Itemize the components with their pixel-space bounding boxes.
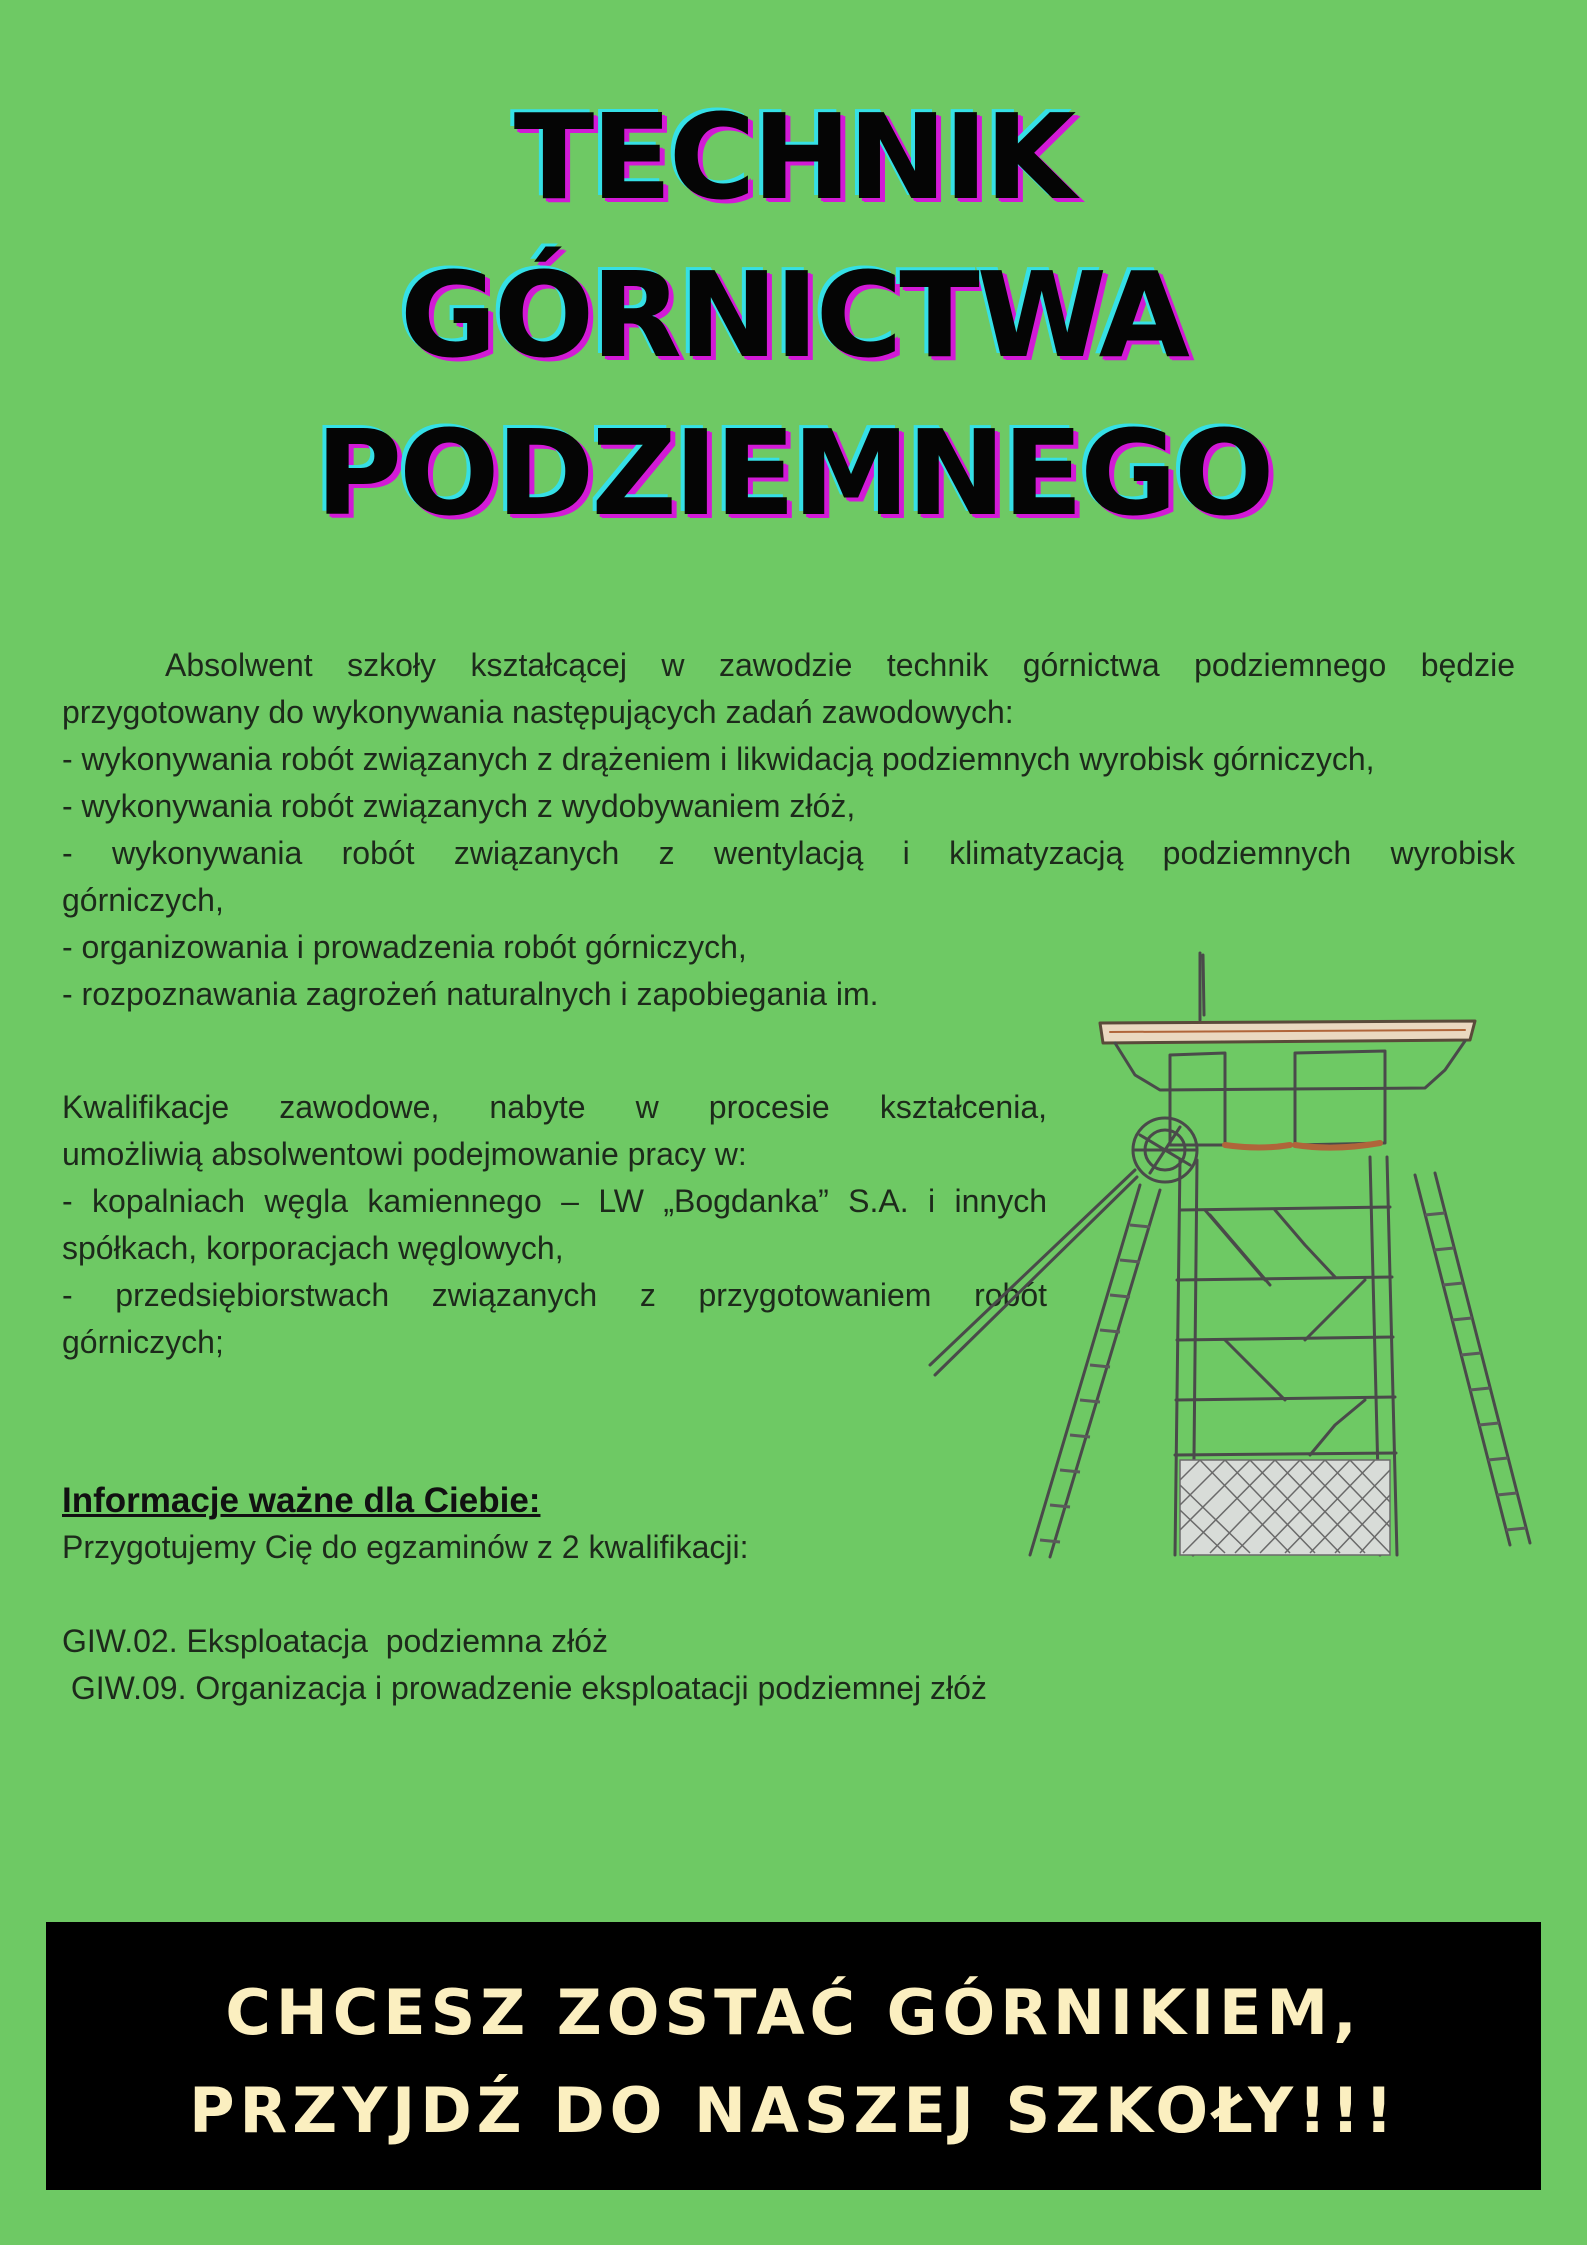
task-item-continuation: górniczych,: [62, 882, 224, 918]
qualifications-line: spółkach, korporacjach węglowych,: [62, 1230, 564, 1266]
qualifications-line: - kopalniach węgla kamiennego – LW „Bogdanka” S.A. i innych: [62, 1183, 1047, 1219]
intro-line-2: przygotowany do wykonywania następujących zadań zawodowych:: [62, 694, 1014, 730]
title-line-1: TECHNIK: [513, 88, 1074, 226]
task-item: - organizowania i prowadzenia robót górniczych,: [62, 929, 747, 965]
title-line-3: PODZIEMNEGO: [315, 404, 1272, 542]
info-heading: Informacje ważne dla Ciebie:: [62, 1481, 541, 1520]
task-item: - rozpoznawania zagrożeń naturalnych i zapobiegania im.: [62, 976, 879, 1012]
qualifications-line: umożliwią absolwentowi podejmowanie pracy w:: [62, 1136, 747, 1172]
important-info: [62, 1477, 1162, 1712]
qualifications-line: Kwalifikacje zawodowe, nabyte w procesie kształcenia,: [62, 1089, 1047, 1125]
intro-line-1: Absolwent szkoły kształcącej w zawodzie technik górnictwa podziemnego będzie: [165, 647, 1515, 683]
cta-banner: [46, 1922, 1541, 2190]
cta-line-1: CHCESZ ZOSTAĆ GÓRNIKIEM,: [225, 1976, 1362, 2049]
cta-line-2: PRZYJDŹ DO NASZEJ SZKOŁY!!!: [189, 2074, 1398, 2147]
info-line: Przygotujemy Cię do egzaminów z 2 kwalifikacji:: [62, 1529, 749, 1565]
task-item: - wykonywania robót związanych z wydobywaniem złóż,: [62, 788, 856, 824]
poster-title: [0, 78, 1587, 552]
mine-headframe-drawing: [925, 945, 1545, 1565]
task-item: - wykonywania robót związanych z wentylacją i klimatyzacją podziemnych wyrobisk: [62, 835, 1515, 871]
title-line-2: GÓRNICTWA: [400, 246, 1187, 384]
task-item: - wykonywania robót związanych z drążeniem i likwidacją podziemnych wyrobisk górniczych,: [62, 741, 1375, 777]
cta-text: [46, 1964, 1541, 2160]
exam-item: GIW.09. Organizacja i prowadzenie eksploatacji podziemnej złóż: [62, 1670, 987, 1706]
qualifications-line: - przedsiębiorstwach związanych z przygotowaniem robót: [62, 1277, 1047, 1313]
qualifications-description: [62, 1084, 1047, 1366]
spacer: [62, 1571, 1162, 1618]
qualifications-line: górniczych;: [62, 1324, 224, 1360]
exam-item: GIW.02. Eksploatacja podziemna złóż: [62, 1623, 609, 1659]
